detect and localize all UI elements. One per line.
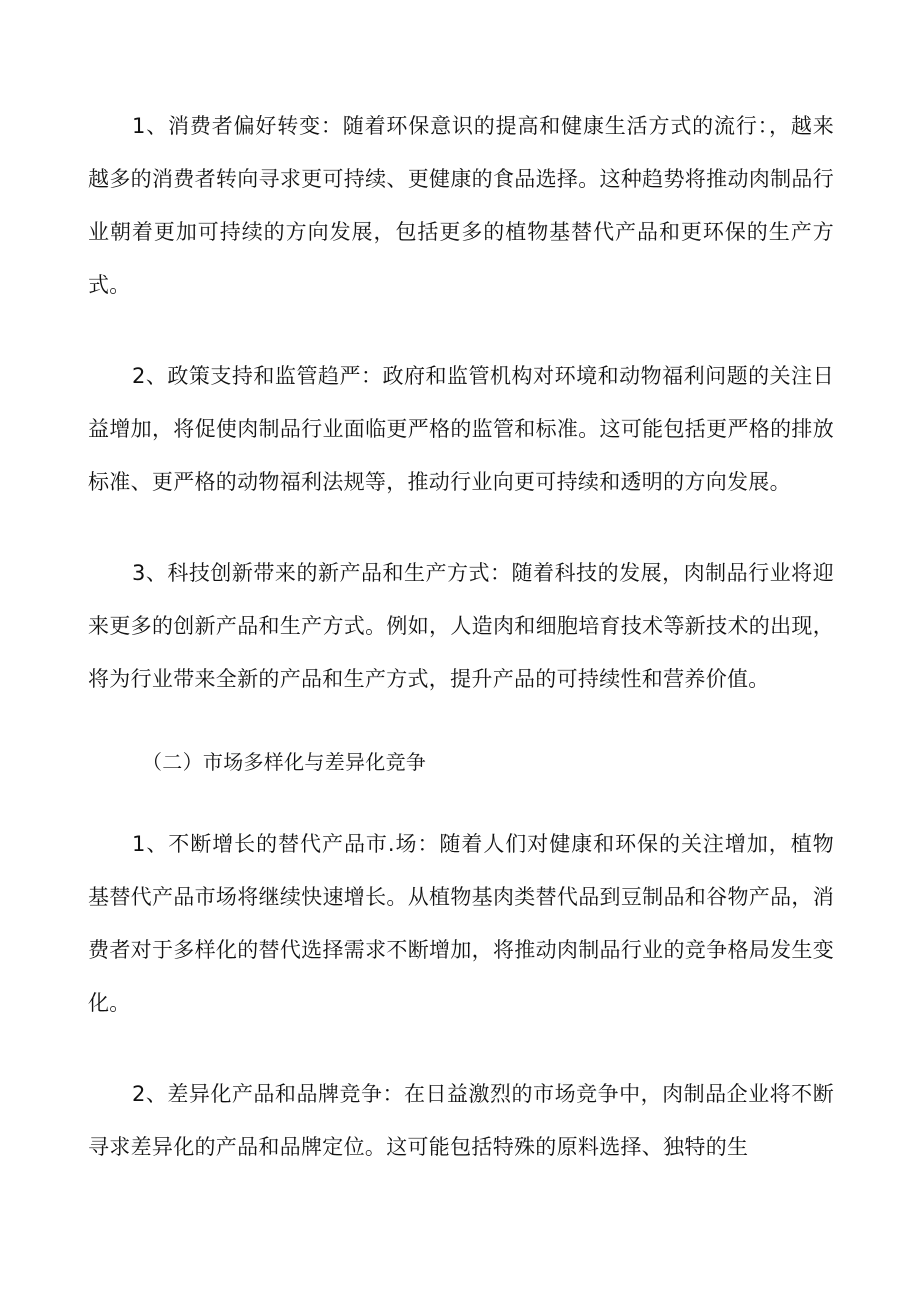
paragraph-tech-innovation: 3、科技创新带来的新产品和生产方式：随着科技的发展，肉制品行业将迎来更多的创新产品和生产方式。例如，人造肉和细胞培育技术等新技术的出现，将为行业带来全新的产品和生产方式，提升产品的可持续性和营养价值。 bbox=[88, 561, 834, 691]
section-heading: （二）市场多样化与差异化竞争 bbox=[142, 750, 427, 774]
paragraph-differentiation: 2、差异化产品和品牌竞争：在日益激烈的市场竞争中，肉制品企业将不断寻求差异化的产品和品牌定位。这可能包括特殊的原料选择、独特的生 bbox=[88, 1082, 834, 1159]
paragraph-alternative-market: 1、不断增长的替代产品市.场：随着人们对健康和环保的关注增加，植物基替代产品市场将继续快速增长。从植物基肉类替代品到豆制品和谷物产品，消费者对于多样化的替代选择需求不断增加，将推动肉制品行业的竞争格局发生变化。 bbox=[88, 832, 834, 1015]
paragraph-consumer-preference: 1、消费者偏好转变：随着环保意识的提高和健康生活方式的流行：，越来越多的消费者转向寻求更可持续、更健康的食品选择。这种趋势将推动肉制品行业朝着更加可持续的方向发展，包括更多的植物基替代产品和更环保的生产方式。 bbox=[88, 114, 834, 297]
document-body bbox=[88, 100, 834, 1212]
paragraph-policy-regulation: 2、政策支持和监管趋严：政府和监管机构对环境和动物福利问题的关注日益增加，将促使肉制品行业面临更严格的监管和标准。这可能包括更严格的排放标准、更严格的动物福利法规等，推动行业向更可持续和透明的方向发展。 bbox=[88, 364, 834, 494]
